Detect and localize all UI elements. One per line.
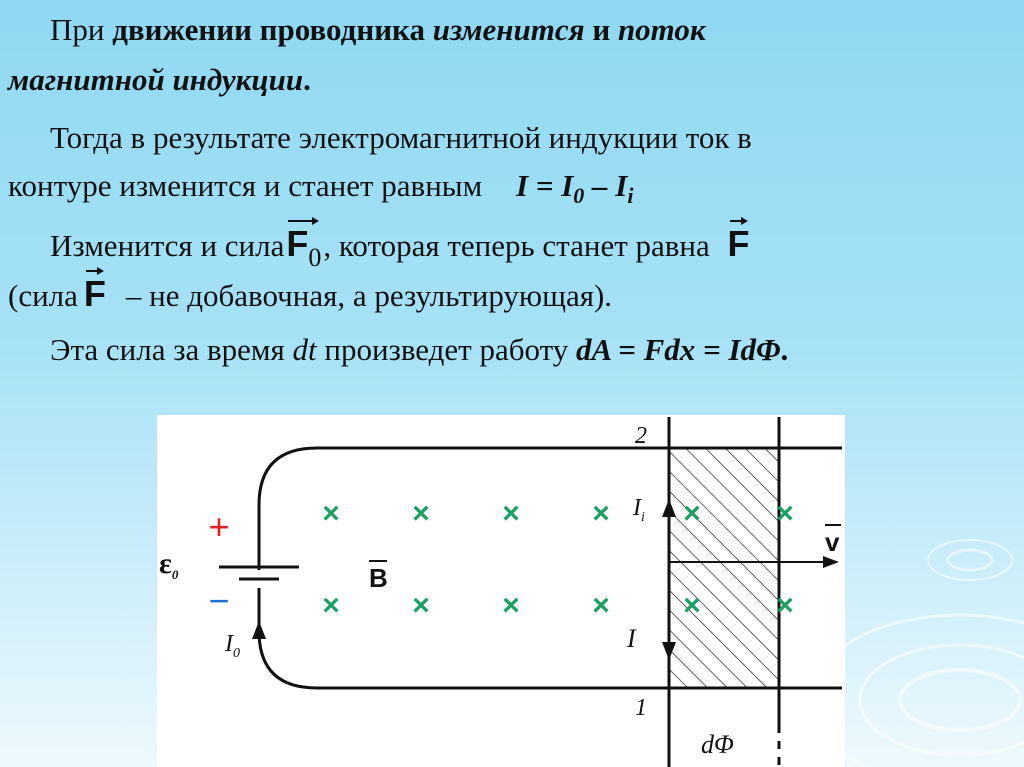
vector-subscript: 0 [308,243,322,272]
induced-current-label [632,495,645,525]
bold-segment: и [584,12,618,47]
source-current-label [224,631,240,661]
field-cross-icon: × [592,497,610,530]
field-cross-icon: × [592,589,610,622]
text-line-6 [8,273,613,314]
force-vector-f0 [286,223,322,272]
circuit-diagram [157,415,845,767]
emf-subscript: 0 [171,567,179,582]
field-cross-icon: × [776,589,794,622]
minus-sign: − [208,580,230,621]
vector-arrow-icon [730,216,748,226]
text-line-2 [8,62,311,98]
vector-letter: F [83,273,106,314]
vector-arrow-icon [288,216,319,226]
velocity-label: v [825,527,840,557]
velocity-arrowhead-icon [823,556,839,568]
work-formula: dA = Fdx = IdΦ [575,332,781,367]
field-cross-icon: × [502,497,520,530]
text-segment: При [50,12,113,47]
force-vector-f [83,273,106,314]
wire-left-bottom [259,588,317,688]
rail-bottom-label: 1 [635,695,647,721]
text-line-7 [50,332,788,368]
field-cross-icon: × [412,589,430,622]
text-line-3: Тогда в результате электромагнитной индукции ток в [50,120,752,155]
field-cross-icon: × [683,589,701,622]
current-symbol: I [225,631,233,657]
bold-italic-segment: изменится [432,12,585,47]
flux-change-region [669,449,779,689]
current-subscript: 0 [233,646,240,661]
field-cross-icon: × [776,497,794,530]
period: . [780,332,789,367]
formula-subscript: i [627,183,634,208]
text-segment: Эта сила за время [50,332,293,367]
vector-letter: F [286,223,309,264]
bold-segment: движении проводника [112,12,433,47]
emf-symbol: ε [159,547,172,580]
formula-part: – I [584,168,628,203]
wire-left-top [259,448,317,570]
bold-italic-segment: магнитной индукции [8,62,304,97]
formula-subscript: 0 [573,183,585,208]
vector-arrow-icon [86,266,104,276]
bold-italic-segment: поток [617,12,706,47]
text-segment: , которая теперь станет равна [323,228,710,263]
emf-label [159,547,179,582]
current-symbol: I [633,495,641,521]
italic-segment: dt [292,332,317,367]
circuit-diagram-svg [157,415,845,767]
text-segment: Изменится и сила [50,228,285,263]
current-label: I [627,624,636,653]
field-cross-icon: × [683,497,701,530]
current-formula [515,168,634,208]
field-cross-icon: × [322,589,340,622]
plus-sign: + [208,506,230,547]
field-cross-icon: × [322,497,340,530]
field-cross-icon: × [502,589,520,622]
text-segment: (сила [8,278,78,313]
rail-top-label: 2 [635,423,647,449]
force-vector-f [727,223,750,264]
text-line-1 [50,12,706,48]
field-cross-icon: × [412,497,430,530]
text-segment: произведет работу [316,332,576,367]
text-segment: контуре изменится и станет равным [8,168,483,203]
source-current-arrow-icon [252,621,266,639]
current-subscript: i [641,510,645,525]
flux-change-label: dΦ [701,730,734,759]
text-line-5 [50,223,752,272]
vector-letter: F [727,223,750,264]
formula-part: I = I [515,168,574,203]
text-line-4 [8,168,634,208]
field-label: B [369,563,388,593]
text-segment: – не добавочная, а результирующая). [125,278,613,313]
period: . [303,62,311,97]
